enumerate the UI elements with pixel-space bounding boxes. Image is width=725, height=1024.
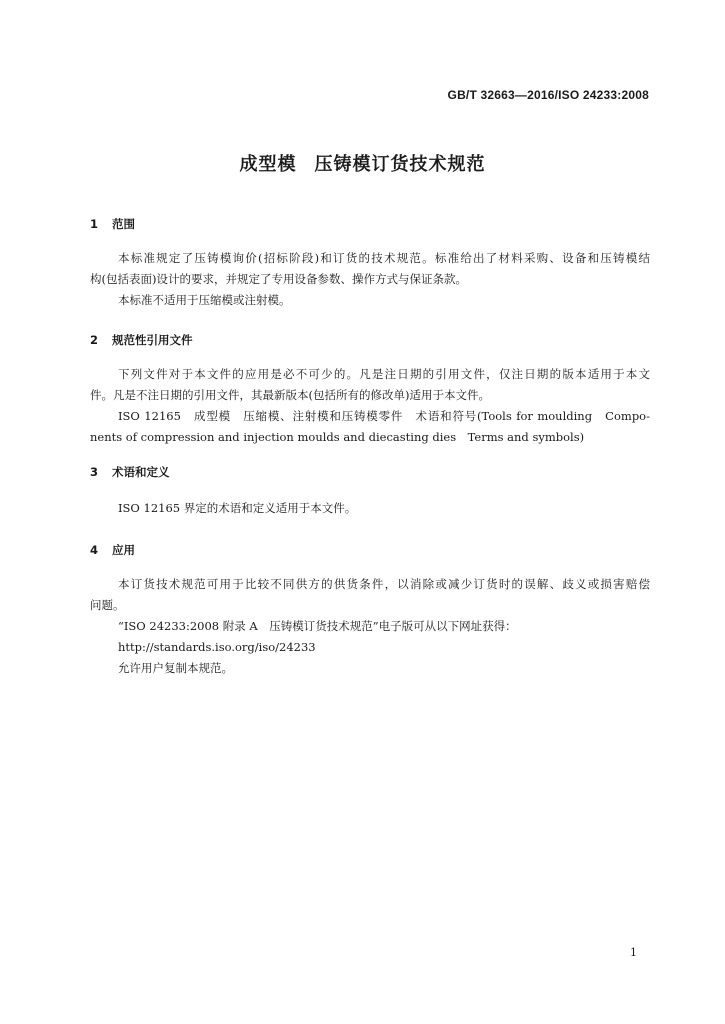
section-2-body <box>90 364 650 448</box>
text-line: 本标准不适用于压缩模或注射模。 <box>118 293 291 307</box>
section-3-body <box>90 498 650 519</box>
url-text: http://standards.iso.org/iso/24233 <box>118 640 316 654</box>
section-3-heading <box>90 464 170 480</box>
text-line: 本标准规定了压铸模询价(招标阶段)和订货的技术规范。标准给出了材料采购、设备和压铸模结 <box>118 251 650 265</box>
text-line: 本订货技术规范可用于比较不同供方的供货条件，以消除或减少订货时的误解、歧义或损害赔偿 <box>118 577 650 591</box>
text-line: 构(包括表面)设计的要求，并规定了专用设备参数、操作方式与保证条款。 <box>90 272 467 286</box>
section-4-heading <box>90 542 135 558</box>
title-part-1: 成型模 <box>239 154 297 175</box>
text-line: 下列文件对于本文件的应用是必不可少的。凡是注日期的引用文件，仅注日期的版本适用于本文 <box>118 367 650 381</box>
standard-code: GB/T 32663—2016/ISO 24233:2008 <box>447 88 649 102</box>
text-line: ISO 12165 成型模 压缩模、注射模和压铸模零件 术语和符号(Tools for moulding Compo- <box>118 409 650 423</box>
section-title: 规范性引用文件 <box>112 333 193 347</box>
text-line: 件。凡是不注日期的引用文件，其最新版本(包括所有的修改单)适用于本文件。 <box>90 388 490 402</box>
text-line: 允许用户复制本规范。 <box>118 661 233 675</box>
section-number: 4 <box>90 543 99 557</box>
section-number: 2 <box>90 333 99 347</box>
text-line: ISO 12165 界定的术语和定义适用于本文件。 <box>118 501 357 515</box>
document-title <box>0 150 725 176</box>
section-1-heading <box>90 216 135 232</box>
text-line: nents of compression and injection moulds and diecasting dies Terms and symbols) <box>90 430 585 444</box>
section-2-heading <box>90 332 193 348</box>
section-1-body <box>90 248 650 311</box>
section-4-body <box>90 574 650 679</box>
section-title: 应用 <box>112 543 135 557</box>
text-line: “ISO 24233:2008 附录 A 压铸模订货技术规范”电子版可从以下网址获得： <box>118 619 517 633</box>
text-line: 问题。 <box>90 598 125 612</box>
section-title: 术语和定义 <box>112 465 170 479</box>
page-number: 1 <box>630 946 637 959</box>
section-number: 3 <box>90 465 99 479</box>
title-part-2: 压铸模订货技术规范 <box>314 154 486 175</box>
section-title: 范围 <box>112 217 135 231</box>
section-number: 1 <box>90 217 99 231</box>
